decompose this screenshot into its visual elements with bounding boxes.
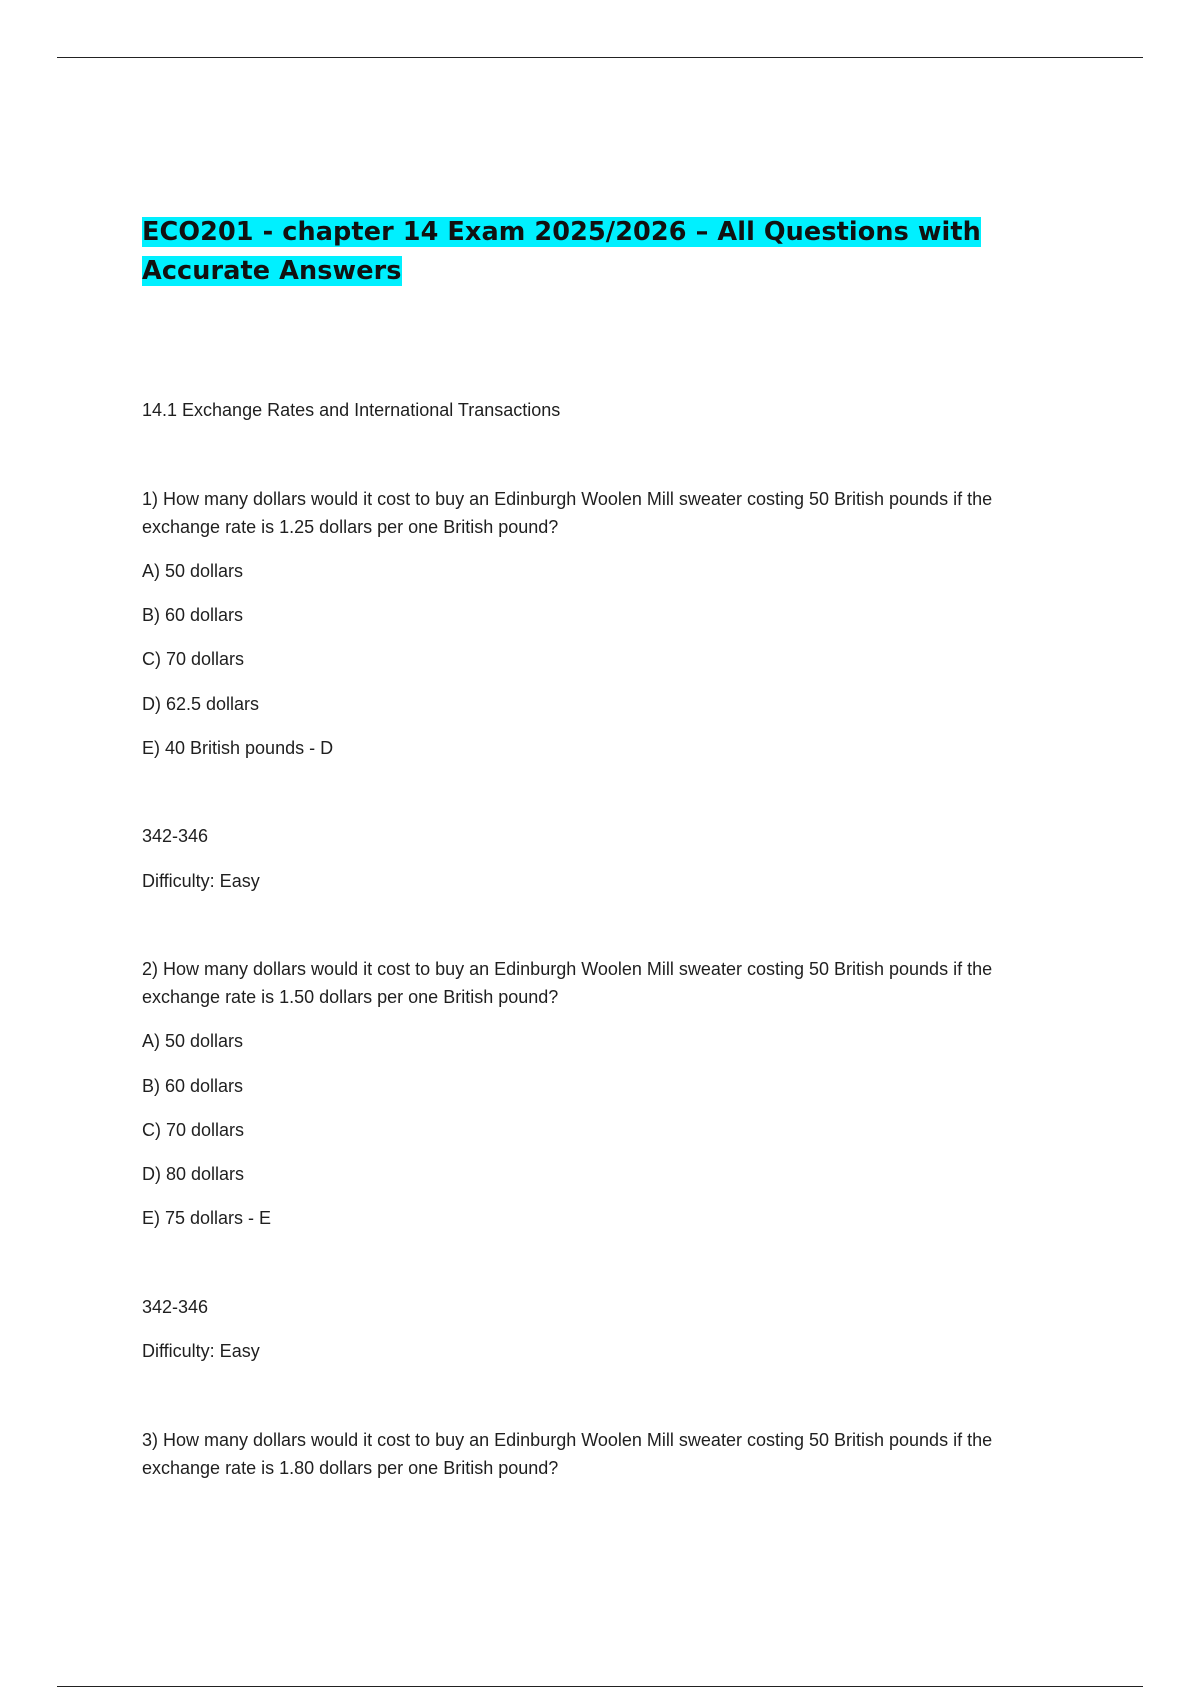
top-rule [57,57,1143,58]
question-2-option-d: D) 80 dollars [142,1164,245,1184]
question-1-option-e: E) 40 British pounds - D [142,738,334,758]
document-title [142,213,1042,291]
question-2-difficulty: Difficulty: Easy [142,1341,260,1361]
question-1-option-a: A) 50 dollars [142,561,244,581]
question-2-option-e: E) 75 dollars - E [142,1208,272,1228]
question-1-difficulty: Difficulty: Easy [142,871,260,891]
bottom-rule [57,1686,1143,1687]
question-1-pages: 342-346 [142,826,209,846]
question-2-pages: 342-346 [142,1297,209,1317]
title-highlight: ECO201 - chapter 14 Exam 2025/2026 – All Questions with Accurate Answers [142,217,981,286]
question-2-option-a: A) 50 dollars [142,1031,244,1051]
question-2-text: 2) How many dollars would it cost to buy an Edinburgh Woolen Mill sweater costing 50 British pounds if the exchange rate is 1.50 dollars per one British pound? [142,959,993,1007]
section-heading: 14.1 Exchange Rates and International Transactions [142,400,561,420]
question-1-text: 1) How many dollars would it cost to buy an Edinburgh Woolen Mill sweater costing 50 British pounds if the exchange rate is 1.25 dollars per one British pound? [142,489,993,537]
question-1-option-c: C) 70 dollars [142,649,245,669]
question-3-text: 3) How many dollars would it cost to buy an Edinburgh Woolen Mill sweater costing 50 British pounds if the exchange rate is 1.80 dollars per one British pound? [142,1430,993,1478]
question-1-option-b: B) 60 dollars [142,605,244,625]
question-1-option-d: D) 62.5 dollars [142,694,260,714]
question-2-option-b: B) 60 dollars [142,1076,244,1096]
question-2-option-c: C) 70 dollars [142,1120,245,1140]
